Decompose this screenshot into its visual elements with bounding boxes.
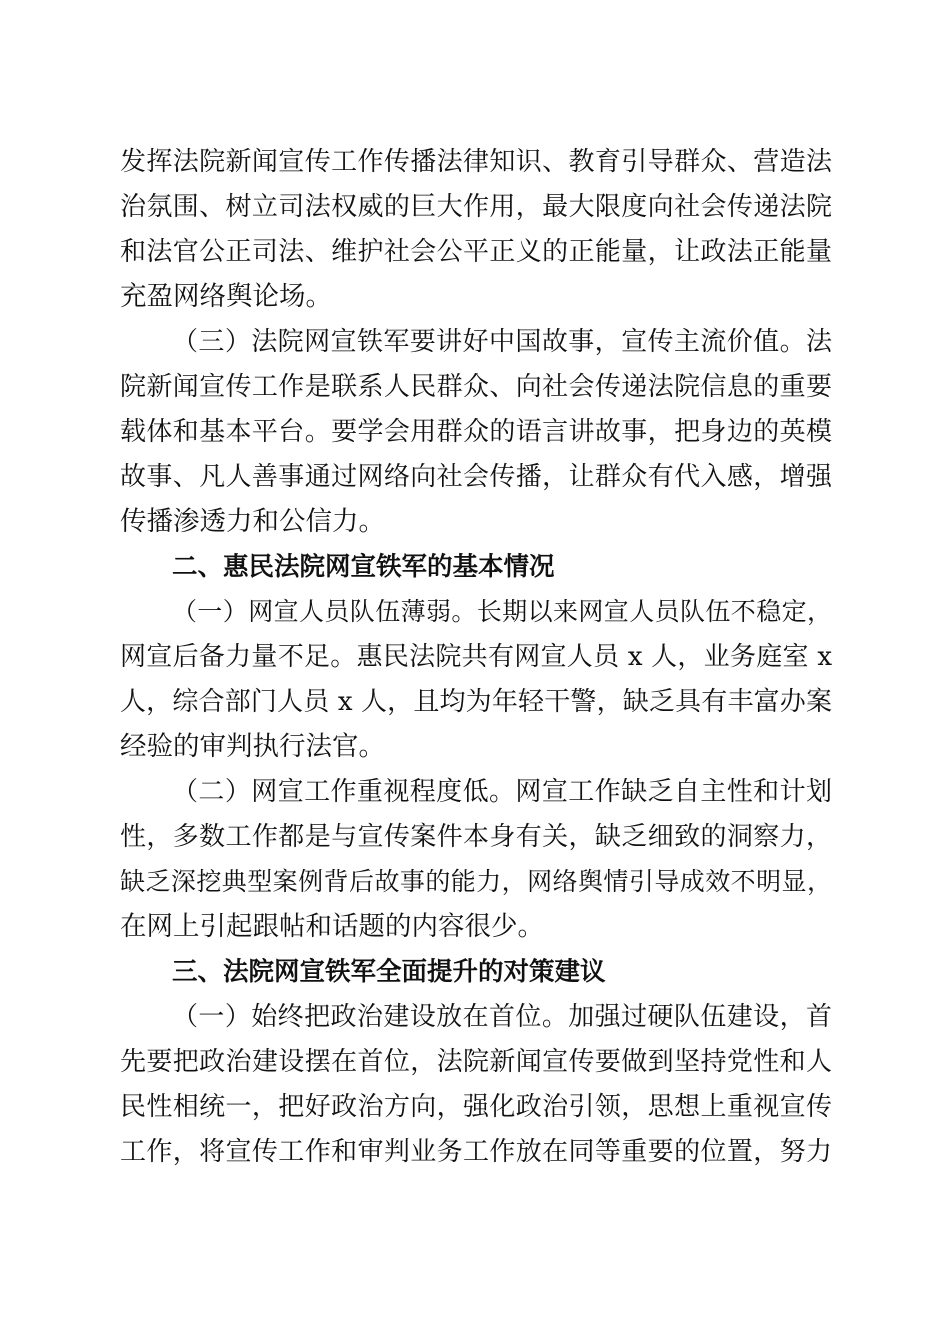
subheading-line: （三）法院网宣铁军要讲好中国故事，宣传主流价值。法	[172, 327, 832, 357]
body-line: 性，多数工作都是与宣传案件本身有关，缺乏细致的洞察力，	[120, 822, 832, 852]
body-line: 民性相统一，把好政治方向，强化政治引领，思想上重视宣传	[120, 1092, 832, 1122]
section-heading: 二、惠民法院网宣铁军的基本情况	[172, 552, 555, 582]
section-heading: 三、法院网宣铁军全面提升的对策建议	[172, 957, 606, 987]
subheading-line: （一）网宣人员队伍薄弱。长期以来网宣人员队伍不稳定，	[172, 597, 832, 626]
body-line: 在网上引起跟帖和话题的内容很少。	[120, 911, 544, 942]
body-line: 缺乏深挖典型案例背后故事的能力，网络舆情引导成效不明显，	[120, 867, 832, 896]
body-line: 经验的审判执行法官。	[120, 731, 385, 762]
body-line: 先要把政治建设摆在首位，法院新闻宣传要做到坚持党性和人	[120, 1047, 832, 1077]
body-line: 和法官公正司法、维护社会公平正义的正能量，让政法正能量	[120, 237, 832, 267]
body-line: 故事、凡人善事通过网络向社会传播，让群众有代入感，增强	[120, 462, 832, 492]
body-line: 发挥法院新闻宣传工作传播法律知识、教育引导群众、营造法	[120, 147, 832, 177]
body-line: 载体和基本平台。要学会用群众的语言讲故事，把身边的英模	[120, 417, 832, 447]
subheading-line: （一）始终把政治建设放在首位。加强过硬队伍建设，首	[172, 1002, 832, 1032]
body-line: 工作，将宣传工作和审判业务工作放在同等重要的位置，努力	[120, 1137, 832, 1167]
body-line: 院新闻宣传工作是联系人民群众、向社会传递法院信息的重要	[120, 372, 832, 402]
body-line: 治氛围、树立司法权威的巨大作用，最大限度向社会传递法院	[120, 192, 832, 222]
body-line: 传播渗透力和公信力。	[120, 506, 385, 537]
body-line: 人，综合部门人员 x 人，且均为年轻干警，缺乏具有丰富办案	[120, 687, 832, 717]
body-line: 网宣后备力量不足。惠民法院共有网宣人员 x 人，业务庭室 x	[120, 642, 832, 672]
body-line: 充盈网络舆论场。	[120, 281, 332, 312]
subheading-line: （二）网宣工作重视程度低。网宣工作缺乏自主性和计划	[172, 777, 832, 807]
